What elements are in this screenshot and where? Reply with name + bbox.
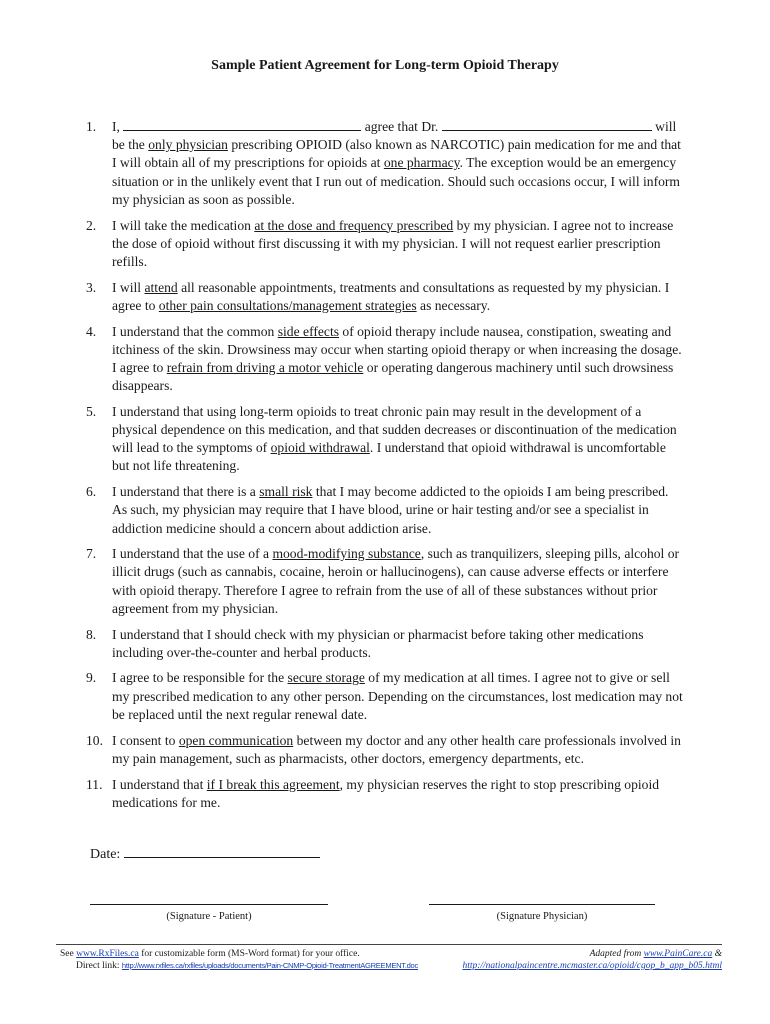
footer-text: & (712, 949, 722, 959)
item-text: as necessary. (416, 297, 491, 313)
item-number: 2. (86, 217, 97, 233)
item-text: , such as tranquilizers, sleeping pills, alcohol or illicit drugs (such as cannabis, cocaine, heroin or hallucinogens), can cause adverse effects or interfere with opioid therapy. Therefore I agree to refrain from the use of all of these substances without prior agreement from my physician. (112, 546, 680, 616)
underlined-term: open communication (178, 732, 294, 748)
date-row (90, 845, 320, 863)
footer (56, 944, 722, 971)
item-number: 3. (86, 279, 97, 295)
nationalpaincentre-link[interactable]: http://nationalpaincentre.mcmaster.ca/opioid/cgop_b_app_b05.html (462, 961, 722, 971)
item-text: of opioid therapy include nausea, constipation, sweating and itchiness of the skin. Drowsiness may occur when starting opioid therapy or when increasing the dosage. I agree to (112, 323, 682, 375)
item-text: will be the (112, 119, 677, 153)
item-number: 4. (86, 323, 97, 339)
doctor-name-field[interactable] (442, 118, 652, 131)
list-item-3 (86, 279, 686, 315)
list-item-7 (86, 545, 686, 618)
underlined-term: small risk (259, 484, 313, 500)
underlined-term: mood-modifying substance (272, 546, 421, 562)
item-text: I will (112, 279, 145, 295)
item-number: 6. (86, 484, 97, 500)
list-item-10 (86, 732, 686, 768)
item-text: between my doctor and any other health care professionals involved in my pain management, such as pharmacists, other doctors, emergency departments, etc. (112, 732, 681, 766)
item-text: or operating dangerous machinery until such drowsiness disappears. (112, 359, 674, 394)
item-text: that I may become addicted to the opioids I am being prescribed. As such, my physician may require that I have blood, urine or hair testing and/or see a specialist in addiction medicine should a concern about addiction arise. (112, 484, 669, 536)
patient-name-field[interactable] (123, 118, 361, 131)
item-number: 8. (86, 626, 97, 642)
item-number: 1. (86, 119, 97, 134)
list-item-6 (86, 483, 686, 538)
item-text: by my physician. I agree not to increase the dose of opioid without first discussing it with my physician. I will not request earlier prescription refills. (112, 217, 674, 269)
item-text: all reasonable appointments, treatments and consultations as requested by my physician. I agree to (112, 279, 670, 313)
item-text: I understand that (112, 776, 207, 792)
list-item-8 (86, 626, 686, 662)
item-text: I understand that using long-term opioids to treat chronic pain may result in the development of a physical dependence on this medication, and that sudden decreases or discontinuation of the medication will lead to the symptoms of (112, 403, 677, 456)
patient-signature-label: (Signature - Patient) (166, 911, 252, 922)
list-item-1 (86, 118, 686, 209)
paincare-link[interactable]: www.PainCare.ca (643, 949, 713, 959)
underlined-term: at the dose and frequency prescribed (254, 217, 454, 233)
underlined-term: if I break this agreement (206, 776, 340, 792)
item-number: 11. (86, 776, 103, 792)
underlined-term: one pharmacy (383, 155, 460, 171)
item-number: 10. (86, 732, 103, 748)
date-field[interactable] (124, 845, 320, 858)
item-text: I consent to (112, 732, 179, 748)
item-text: prescribing OPIOID (also known as NARCOTIC) pain medication for me and that I will obtain all of my prescriptions for opioids at (112, 137, 681, 171)
list-item-9 (86, 669, 686, 724)
footer-right (462, 948, 722, 972)
item-text: I understand that I should check with my physician or pharmacist before taking other medications including over-the-counter and herbal products. (112, 626, 644, 660)
item-text: I understand that the use of a (112, 546, 273, 562)
footer-text: See (60, 949, 77, 959)
physician-signature-label: (Signature Physician) (496, 911, 588, 922)
item-text: I understand that there is a (112, 484, 260, 500)
item-text: I will take the medication (112, 217, 255, 233)
item-number: 7. (86, 546, 97, 562)
item-text: I, (112, 119, 124, 134)
footer-left (60, 948, 418, 972)
document-title: Sample Patient Agreement for Long-term Opioid Therapy (211, 58, 559, 73)
footer-text: Direct link: (76, 961, 122, 971)
item-text: I agree to be responsible for the (112, 670, 288, 686)
patient-signature-line[interactable] (90, 904, 328, 905)
item-text: . The exception would be an emergency situation or in the unlikely event that I run out of medication. Should such occasions occur, I will inform my physician as soon as possible. (112, 155, 681, 207)
item-text: . I understand that opioid withdrawal is uncomfortable but not life threatening. (112, 440, 666, 474)
underlined-term: attend (144, 279, 178, 295)
underlined-term: secure storage (287, 670, 365, 686)
rxfiles-link[interactable]: www.RxFiles.ca (76, 949, 139, 959)
item-text: agree that Dr. (361, 119, 442, 134)
date-label: Date: (90, 847, 124, 862)
footer-text: for customizable form (MS-Word format) for your office. (138, 949, 360, 959)
underlined-term: only physician (148, 137, 228, 153)
item-text: , my physician reserves the right to stop prescribing opioid medications for me. (112, 776, 660, 810)
physician-signature-line[interactable] (429, 904, 655, 905)
list-item-11 (86, 776, 686, 812)
list-item-5 (86, 403, 686, 476)
agreement-list (86, 118, 686, 819)
direct-link[interactable]: http://www.rxfiles.ca/rxfiles/uploads/documents/Pain-CNMP-Opioid-TreatmentAGREEMENT.doc (121, 961, 418, 970)
underlined-term: refrain from driving a motor vehicle (166, 359, 364, 375)
item-text: of my medication at all times. I agree not to give or sell my prescribed medication to any other person. Depending on the circumstances, lost medication may not be replaced until the next regular renewal date. (112, 670, 683, 722)
item-text: I understand that the common (112, 323, 278, 339)
footer-text: Adapted from (589, 949, 644, 959)
list-item-2 (86, 217, 686, 272)
item-number: 5. (86, 403, 97, 419)
list-item-4 (86, 323, 686, 396)
item-number: 9. (86, 670, 97, 686)
underlined-term: side effects (277, 323, 340, 339)
underlined-term: opioid withdrawal (270, 440, 370, 456)
underlined-term: other pain consultations/management strategies (158, 297, 417, 313)
